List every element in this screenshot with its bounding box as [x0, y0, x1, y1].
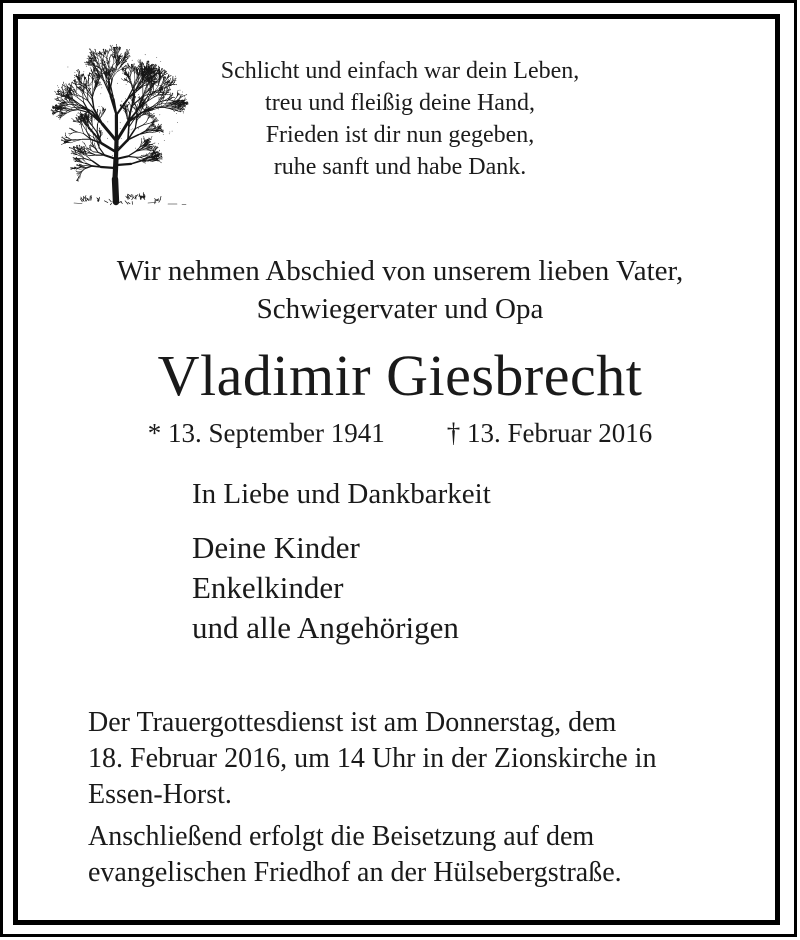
service-line: Der Trauergottesdienst ist am Donnerstag, dem	[88, 707, 617, 738]
service-line: 18. Februar 2016, um 14 Uhr in der Zionskirche in	[88, 743, 657, 774]
death-date: † 13. Februar 2016	[446, 418, 653, 448]
burial-announcement	[88, 819, 738, 891]
mourners-list	[192, 528, 459, 648]
mourners-line: und alle Angehörigen	[192, 610, 459, 645]
mourners-line: Deine Kinder	[192, 530, 360, 565]
birth-date: * 13. September 1941	[147, 418, 385, 448]
farewell-intro	[60, 252, 740, 328]
life-dates	[0, 417, 800, 449]
poem-line: Frieden ist dir nun gegeben,	[265, 122, 535, 148]
burial-line: Anschließend erfolgt die Beisetzung auf dem	[88, 821, 595, 852]
burial-line: evangelischen Friedhof an der Hülsebergstraße.	[88, 857, 622, 888]
service-announcement	[88, 705, 738, 813]
farewell-intro-line: Schwiegervater und Opa	[256, 293, 544, 325]
mourners-line: Enkelkinder	[192, 570, 344, 605]
memorial-poem	[90, 55, 710, 183]
service-line: Essen-Horst.	[88, 779, 232, 810]
deceased-name: Vladimir Giesbrecht	[157, 343, 643, 408]
poem-line: Schlicht und einfach war dein Leben,	[220, 58, 580, 84]
farewell-intro-line: Wir nehmen Abschied von unserem lieben Vater,	[116, 255, 684, 287]
closing-phrase: In Liebe und Dankbarkeit	[192, 478, 491, 510]
poem-line: ruhe sanft und habe Dank.	[273, 154, 527, 180]
poem-line: treu und fleißig deine Hand,	[265, 90, 535, 116]
